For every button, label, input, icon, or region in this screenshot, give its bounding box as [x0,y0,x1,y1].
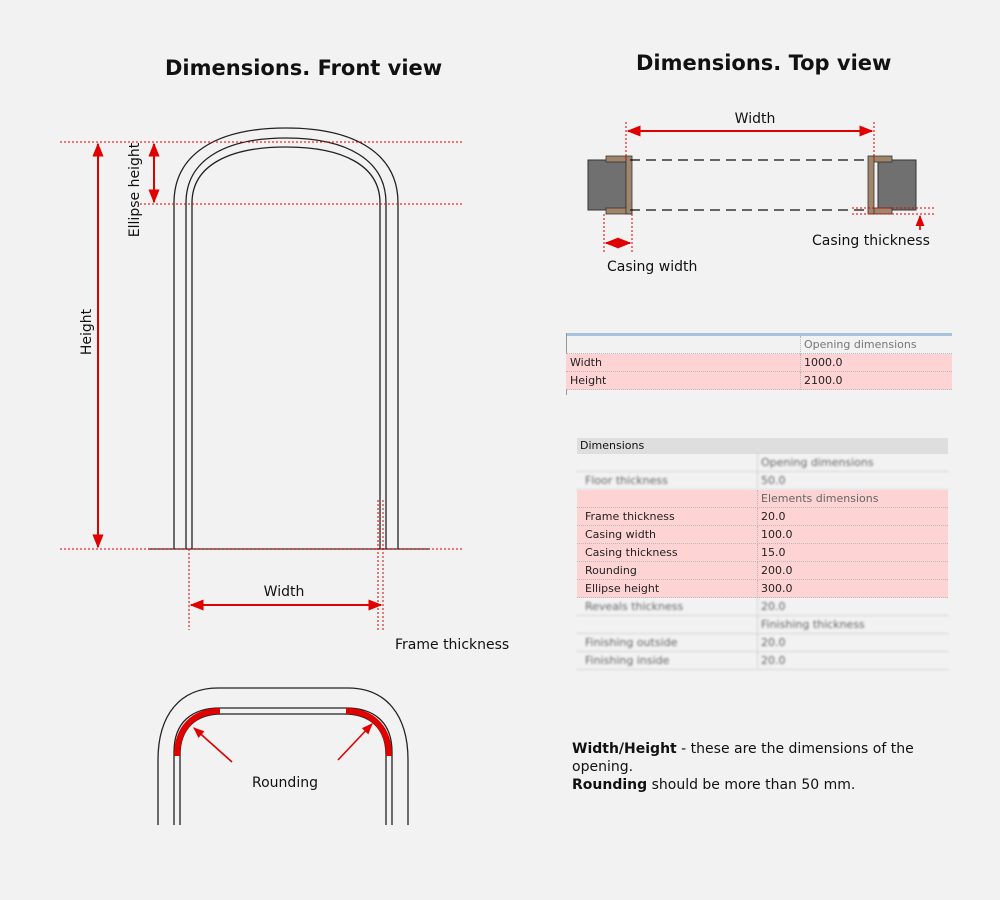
casing-thickness-label: Casing thickness [812,233,930,249]
row-name: Reveals thickness [585,600,684,613]
row-name: Width [570,356,602,369]
table-header-row [566,336,952,354]
front-view-drawing [60,128,509,653]
casing-width-label: Casing width [607,259,698,275]
row-value[interactable]: 20.0 [757,598,786,616]
table-row [577,490,948,508]
row-name: Height [570,374,607,387]
front-view-title: Dimensions. Front view [165,56,443,80]
row-name: Floor thickness [585,474,668,487]
table-row[interactable] [566,354,952,372]
dimensions-table-title: Dimensions [577,438,948,454]
row-value[interactable]: 50.0 [757,472,786,490]
table-header-cell: Opening dimensions [800,336,917,354]
opening-dimensions-table [566,333,952,395]
table-row[interactable] [577,526,948,544]
table-row[interactable] [577,562,948,580]
row-name: Finishing outside [585,636,678,649]
row-value[interactable]: 300.0 [757,580,793,598]
table-row[interactable] [577,598,948,616]
rounding-label: Rounding [252,775,318,791]
frame-thickness-label: Frame thickness [395,637,510,653]
note-rounding-term: Rounding [572,777,648,793]
height-label: Height [79,308,95,356]
row-name: Casing width [585,528,656,541]
front-width-label: Width [263,584,305,600]
row-value: Finishing thickness [757,616,865,634]
table-row[interactable] [566,372,952,390]
row-name: Frame thickness [585,510,675,523]
dimensions-note [572,740,962,794]
row-name: Finishing inside [585,654,670,667]
table-row[interactable] [577,472,948,490]
row-value[interactable]: 20.0 [757,508,786,526]
table-row[interactable] [577,580,948,598]
row-value[interactable]: 100.0 [757,526,793,544]
dimensions-table [577,438,948,670]
row-value[interactable]: 2100.0 [800,372,843,390]
row-value[interactable]: 200.0 [757,562,793,580]
row-value[interactable]: 20.0 [757,652,786,670]
row-value[interactable]: 20.0 [757,634,786,652]
rounding-detail-drawing [158,688,408,825]
row-name: Casing thickness [585,546,678,559]
row-value[interactable]: 15.0 [757,544,786,562]
row-name: Rounding [585,564,637,577]
top-view-title: Dimensions. Top view [636,51,892,75]
note-width-height-text: - these are the dimensions of the opening. [572,741,914,775]
note-rounding-text: should be more than 50 mm. [647,777,856,793]
row-value: Elements dimensions [757,490,878,508]
note-width-height-term: Width/Height [572,741,677,757]
ellipse-height-label: Ellipse height [127,142,143,238]
top-width-label: Width [734,111,776,127]
table-row[interactable] [577,544,948,562]
top-view-drawing [588,111,934,275]
row-name: Ellipse height [585,582,660,595]
row-value: Opening dimensions [757,454,874,472]
table-row[interactable] [577,634,948,652]
table-row[interactable] [577,652,948,670]
table-row [577,454,948,472]
table-row[interactable] [577,508,948,526]
row-value[interactable]: 1000.0 [800,354,843,372]
table-row [577,616,948,634]
